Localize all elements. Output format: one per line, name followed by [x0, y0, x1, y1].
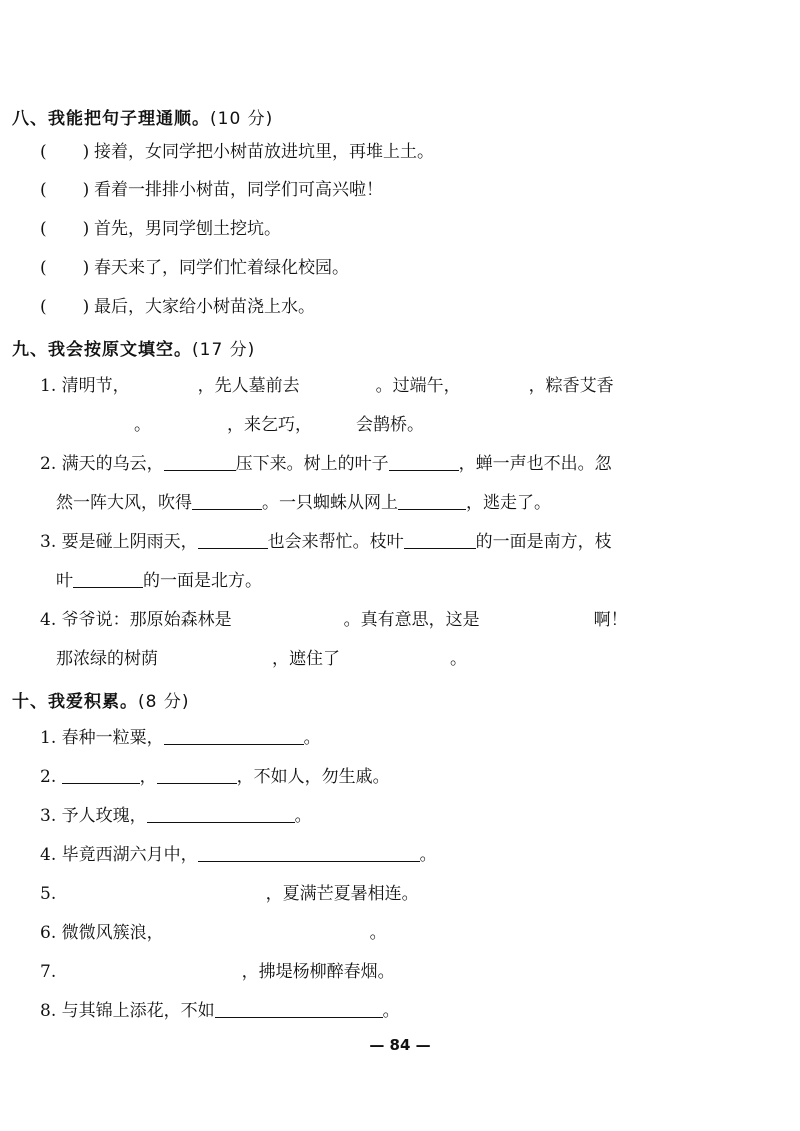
s10-item-8: 8. 与其锦上添花，不如 。	[40, 1001, 400, 1021]
s9-q1-line1: 1. 清明节， ，先人墓前去 。过端午， ，粽香艾香	[40, 376, 614, 396]
s8-item-5: ( ) 最后，大家给小树苗浇上水。	[40, 297, 315, 317]
section-10-title: 十、我爱积累。	[12, 692, 138, 712]
blank[interactable]	[157, 767, 237, 784]
s9-q2-line2: 然一阵大风，吹得 。一只蜘蛛从网上 ，逃走了。	[56, 493, 551, 513]
blank[interactable]	[164, 454, 236, 471]
section-9-heading	[12, 335, 255, 360]
s8-item-2: ( ) 看着一排排小树苗，同学们可高兴啦！	[40, 180, 383, 200]
blank[interactable]	[404, 532, 476, 549]
s8-item-1: ( ) 接着，女同学把小树苗放进坑里，再堆上土。	[40, 142, 434, 162]
s9-q4-line2: 那浓绿的树荫 ，遮住了 。	[56, 649, 467, 669]
section-9-points: (17 分)	[192, 340, 256, 360]
blank[interactable]	[389, 454, 459, 471]
section-8-title: 八、我能把句子理通顺。	[12, 109, 210, 129]
s10-item-1: 1. 春种一粒粟， 。	[40, 728, 321, 748]
page-number: — 84 —	[369, 1036, 431, 1054]
order-paren[interactable]: ( )	[40, 180, 90, 200]
blank[interactable]	[198, 845, 420, 862]
blank[interactable]	[192, 493, 262, 510]
blank[interactable]	[215, 1001, 383, 1018]
order-paren[interactable]: ( )	[40, 219, 90, 239]
blank[interactable]	[164, 728, 304, 745]
order-paren[interactable]: ( )	[40, 258, 90, 278]
s10-item-6: 6. 微微风簇浪， 。	[40, 923, 387, 943]
section-9-title: 九、我会按原文填空。	[12, 340, 192, 360]
section-8-points: (10 分)	[210, 109, 274, 129]
blank[interactable]	[398, 493, 466, 510]
order-paren[interactable]: ( )	[40, 297, 90, 317]
s9-q2-line1: 2. 满天的乌云， 压下来。树上的叶子 ，蝉一声也不出。忽	[40, 454, 612, 474]
s9-q3-line2: 叶 的一面是北方。	[56, 571, 262, 591]
blank[interactable]	[62, 767, 140, 784]
s10-item-3: 3. 予人玫瑰， 。	[40, 806, 312, 826]
s10-item-7: 7. ，拂堤杨柳醉春烟。	[40, 962, 395, 982]
section-8-heading	[12, 104, 273, 129]
s8-item-4: ( ) 春天来了，同学们忙着绿化校园。	[40, 258, 349, 278]
blank[interactable]	[73, 571, 143, 588]
s9-q4-line1: 4. 爷爷说：那原始森林是 。真有意思，这是 啊！	[40, 610, 628, 630]
blank[interactable]	[147, 806, 295, 823]
section-10-points: (8 分)	[138, 692, 190, 712]
s10-item-4: 4. 毕竟西湖六月中， 。	[40, 845, 437, 865]
order-paren[interactable]: ( )	[40, 142, 90, 162]
s10-item-2: 2. ， ，不如人，勿生戚。	[40, 767, 390, 787]
s9-q3-line1: 3. 要是碰上阴雨天， 也会来帮忙。枝叶 的一面是南方，枝	[40, 532, 612, 552]
section-10-heading	[12, 687, 189, 712]
s9-q1-line2: 。 ，来乞巧， 会鹊桥。	[134, 415, 424, 435]
blank[interactable]	[198, 532, 268, 549]
s10-item-5: 5. ，夏满芒夏暑相连。	[40, 884, 419, 904]
s8-item-3: ( ) 首先，男同学刨土挖坑。	[40, 219, 281, 239]
